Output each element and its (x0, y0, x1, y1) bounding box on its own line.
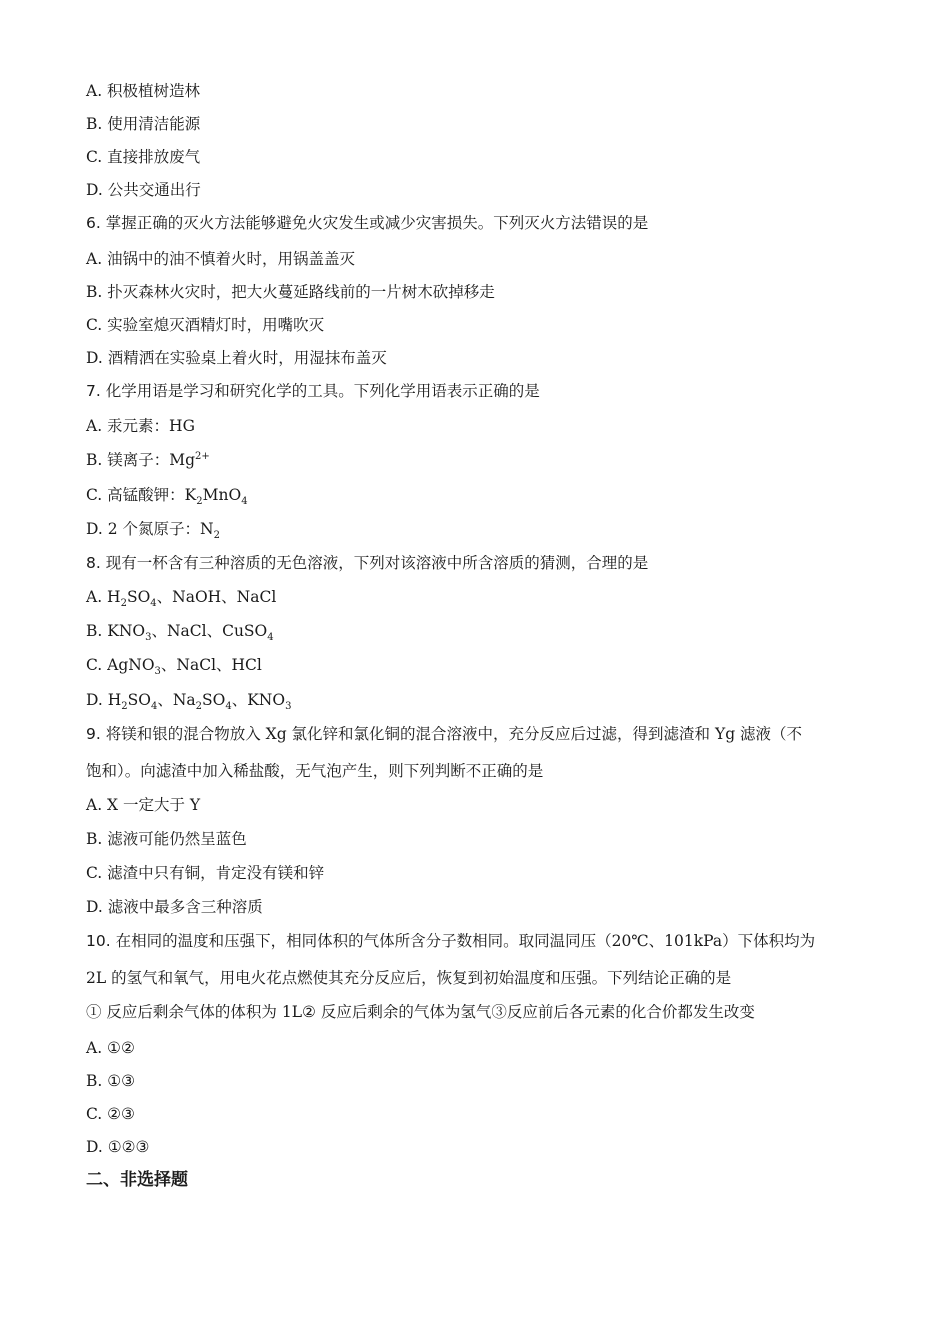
q7-c-mid: MnO (202, 486, 242, 504)
q7-option-d (86, 519, 220, 542)
q9-stem-line2: 饱和）。向滤渣中加入稀盐酸，无气泡产生，则下列判断不正确的是 (86, 762, 544, 780)
q9-option-c: C. 滤渣中只有铜，肯定没有镁和锌 (86, 864, 325, 882)
q8-a-sub: 4 (150, 598, 157, 610)
q9-option-d: D. 滤液中最多含三种溶质 (86, 898, 263, 916)
q8-c-part: C. AgNO (86, 656, 155, 674)
q8-b-sub: 4 (267, 632, 274, 644)
q7-option-c (86, 485, 248, 508)
q8-option-d (86, 690, 292, 713)
q7-c-text: C. 高锰酸钾：K (86, 486, 197, 504)
q9-stem-line1: 将镁和银的混合物放入 Xg 氯化锌和氯化铜的混合溶液中，充分反应后过滤，得到滤渣和 Yg 滤液（不 (105, 725, 803, 743)
q6-option-b: B. 扑灭森林火灾时，把大火蔓延路线前的一片树木砍掉移走 (86, 283, 495, 301)
q8-d-sub: 3 (285, 701, 292, 713)
q9-stem (86, 724, 802, 744)
q8-a-sub: 2 (120, 598, 127, 610)
q8-d-part: 、KNO (231, 691, 286, 709)
q8-d-part: 、Na (157, 691, 196, 709)
q7-b-charge: 2+ (195, 450, 210, 462)
q8-option-c (86, 655, 262, 678)
q8-d-part: SO (202, 691, 226, 709)
q7-option-b (86, 450, 210, 470)
q10-option-c: C. ②③ (86, 1105, 135, 1123)
q9-number: 9. (86, 725, 101, 743)
q8-d-sub: 4 (225, 701, 232, 713)
q8-d-sub: 2 (121, 701, 128, 713)
q6-stem-text: 掌握正确的灭火方法能够避免火灾发生或减少灾害损失。下列灭火方法错误的是 (105, 214, 649, 232)
q7-c-sub2: 4 (241, 496, 248, 508)
q8-b-sub: 3 (145, 632, 152, 644)
q7-stem-text: 化学用语是学习和研究化学的工具。下列化学用语表示正确的是 (105, 382, 540, 400)
q8-d-part: D. H (86, 691, 122, 709)
q8-stem (86, 553, 648, 573)
q7-option-a: A. 汞元素：HG (86, 417, 195, 435)
q9-option-b: B. 滤液可能仍然呈蓝色 (86, 830, 247, 848)
q8-stem-text: 现有一杯含有三种溶质的无色溶液，下列对该溶液中所含溶质的猜测，合理的是 (105, 554, 649, 572)
q6-stem (86, 213, 648, 233)
q8-c-part: 、NaCl、HCl (160, 656, 262, 674)
q7-b-text: B. 镁离子：Mg (86, 451, 196, 469)
q8-d-sub: 4 (150, 701, 158, 713)
q8-a-part: A. H (86, 588, 121, 606)
q6-number: 6. (86, 214, 101, 232)
q8-b-part: 、NaCl、CuSO (151, 622, 268, 640)
q7-c-sub1: 2 (196, 496, 203, 508)
q10-stem-line3: ① 反应后剩余气体的体积为 1L② 反应后剩余的气体为氢气③反应前后各元素的化合价都发生改变 (86, 1003, 755, 1021)
q10-stem-line1: 在相同的温度和压强下，相同体积的气体所含分子数相同。取同温同压（20℃、101kPa）下体积均为 (115, 932, 816, 950)
q10-option-d: D. ①②③ (86, 1138, 150, 1156)
q10-option-a: A. ①② (86, 1039, 135, 1057)
q8-d-sub: 2 (195, 701, 203, 713)
q8-d-part: SO (127, 691, 151, 709)
q8-a-part: SO (126, 588, 151, 606)
q7-number: 7. (86, 382, 101, 400)
q10-number: 10. (86, 932, 111, 950)
q8-a-part: 、NaOH、NaCl (156, 588, 277, 606)
q9-option-a: A. X 一定大于 Y (86, 796, 201, 814)
q10-stem (86, 931, 815, 951)
q6-option-d: D. 酒精洒在实验桌上着火时，用湿抹布盖灭 (86, 349, 387, 367)
q7-d-sub: 2 (213, 530, 220, 542)
q5-option-b: B. 使用清洁能源 (86, 115, 201, 133)
q8-option-a (86, 587, 277, 610)
q7-d-text: D. 2 个氮原子：N (86, 520, 214, 538)
q8-number: 8. (86, 554, 101, 572)
q8-option-b (86, 621, 274, 644)
q8-b-part: B. KNO (86, 622, 146, 640)
q10-option-b: B. ①③ (86, 1072, 136, 1090)
q8-c-sub: 3 (154, 666, 161, 678)
q7-stem (86, 381, 540, 401)
q5-option-d: D. 公共交通出行 (86, 181, 201, 199)
q6-option-a: A. 油锅中的油不慎着火时，用锅盖盖灭 (86, 250, 356, 268)
q6-option-c: C. 实验室熄灭酒精灯时，用嘴吹灭 (86, 316, 325, 334)
q5-option-a: A. 积极植树造林 (86, 82, 201, 100)
q10-stem-line2: 2L 的氢气和氧气，用电火花点燃使其充分反应后，恢复到初始温度和压强。下列结论正确的是 (86, 969, 732, 987)
q5-option-c: C. 直接排放废气 (86, 148, 201, 166)
section-heading: 二、非选择题 (86, 1170, 188, 1190)
